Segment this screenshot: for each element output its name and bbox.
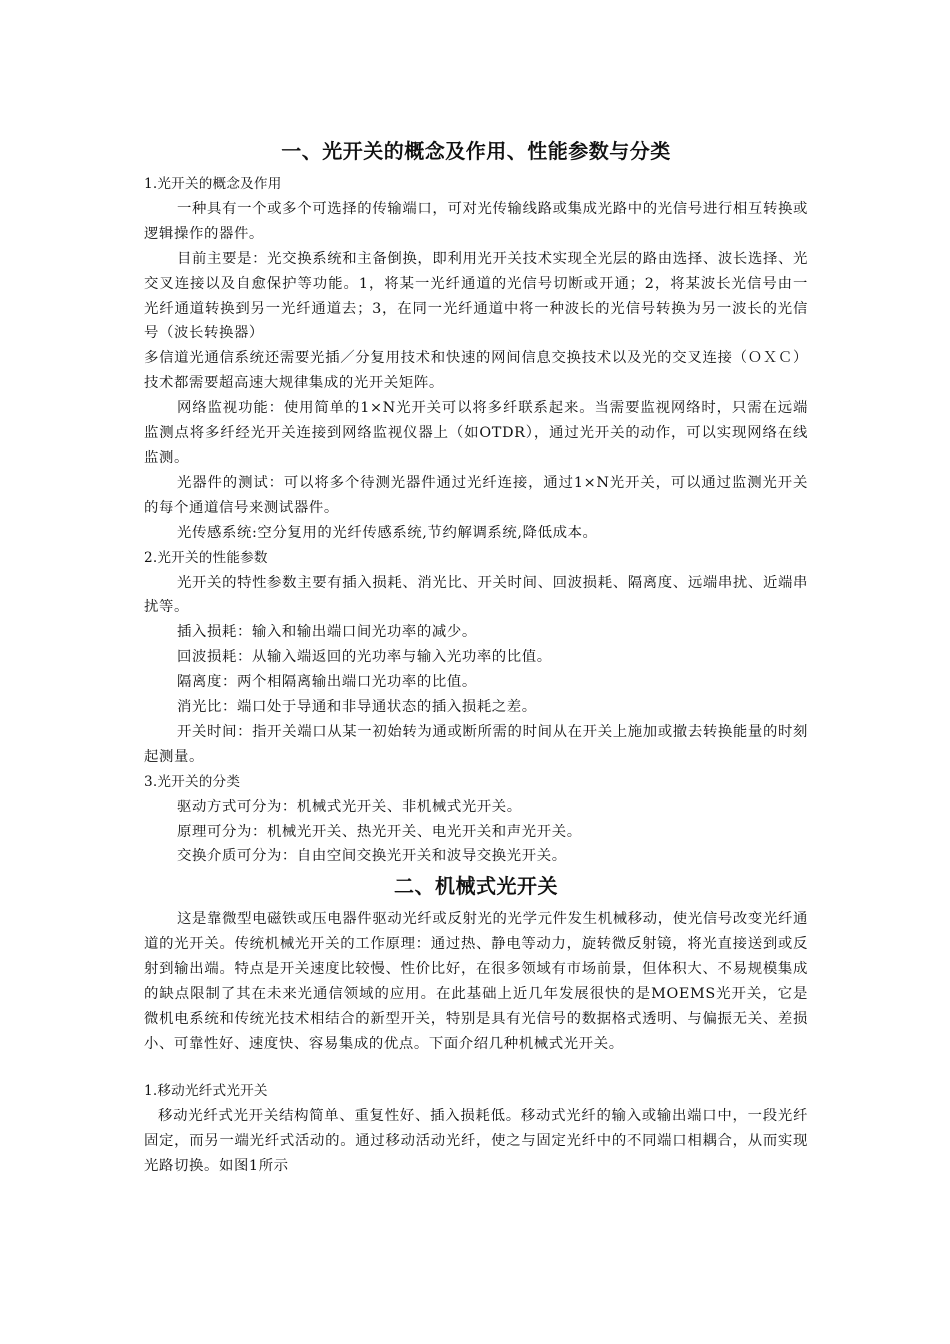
section2-subheading-1: 1.移动光纤式光开关 <box>144 1082 268 1099</box>
paragraph: 隔离度：两个相隔离输出端口光功率的比值。 <box>177 674 477 691</box>
paragraph: 光传感系统:空分复用的光纤传感系统,节约解调系统,降低成本。 <box>177 524 598 541</box>
paragraph: 多信道光通信系统还需要光插／分复用技术和快速的网间信息交换技术以及光的交叉连接（ＯＸＣ）技术都需要超高速大规律集成的光开关矩阵。 <box>144 350 808 392</box>
paragraph: 网络监视功能：使用简单的1×N光开关可以将多纤联系起来。当需要监视网络时，只需在远端监测点将多纤经光开关连接到网络监视仪器上（如OTDR），通过光开关的动作，可以实现网络在线监测。 <box>144 400 808 466</box>
paragraph: 原理可分为：机械光开关、热光开关、电光开关和声光开关。 <box>177 823 582 840</box>
paragraph: 交换介质可分为：自由空间交换光开关和波导交换光开关。 <box>177 848 567 865</box>
paragraph: 一种具有一个或多个可选择的传输端口，可对光传输线路或集成光路中的光信号进行相互转换或逻辑操作的器件。 <box>144 200 808 242</box>
paragraph: 消光比：端口处于导通和非导通状态的插入损耗之差。 <box>177 699 537 716</box>
paragraph: 光开关的特性参数主要有插入损耗、消光比、开关时间、回波损耗、隔离度、远端串扰、近端串扰等。 <box>144 574 808 616</box>
paragraph: 回波损耗：从输入端返回的光功率与输入光功率的比值。 <box>177 649 552 666</box>
paragraph: 插入损耗：输入和输出端口间光功率的减少。 <box>177 624 477 641</box>
section2-title: 二、机械式光开关 <box>394 874 558 899</box>
paragraph: 目前主要是：光交换系统和主备倒换，即利用光开关技术实现全光层的路由选择、波长选择、光交叉连接以及自愈保护等功能。1，将某一光纤通道的光信号切断或开通；2，将某波长光信号由一光纤通道转换到另一光纤通道去；3，在同一光纤通道中将一种波长的光信号转换为另一波长的光信号（波长转换器） <box>144 250 808 342</box>
section1-subheading-1: 1.光开关的概念及作用 <box>144 176 282 192</box>
paragraph: 开关时间：指开关端口从某一初始转为通或断所需的时间从在开关上施加或撤去转换能量的时刻起测量。 <box>144 723 808 765</box>
paragraph: 移动光纤式光开关结构简单、重复性好、插入损耗低。移动式光纤的输入或输出端口中，一段光纤固定，而另一端光纤式活动的。通过移动活动光纤，使之与固定光纤中的不同端口相耦合，从而实现光路切换。如图1所示 <box>144 1107 808 1174</box>
document-page <box>144 136 808 1178</box>
section1-title: 一、光开关的概念及作用、性能参数与分类 <box>281 139 671 163</box>
paragraph: 驱动方式可分为：机械式光开关、非机械式光开关。 <box>177 798 522 815</box>
paragraph: 这是靠微型电磁铁或压电器件驱动光纤或反射光的光学元件发生机械移动，使光信号改变光纤通道的光开关。传统机械光开关的工作原理：通过热、静电等动力，旋转微反射镜，将光直接送到或反射到输出端。特点是开关速度比较慢、性价比好，在很多领域有市场前景，但体积大、不易规模集成的缺点限制了其在未来光通信领域的应用。在此基础上近几年发展很快的是MOEMS光开关，它是微机电系统和传统光技术相结合的新型开关，特别是具有光信号的数据格式透明、与偏振无关、差损小、可靠性好、速度快、容易集成的优点。下面介绍几种机械式光开关。 <box>144 911 808 1052</box>
section1-subheading-3: 3.光开关的分类 <box>144 773 241 790</box>
spacer <box>144 1057 808 1079</box>
paragraph: 光器件的测试：可以将多个待测光器件通过光纤连接，通过1×N光开关，可以通过监测光开关的每个通道信号来测试器件。 <box>144 474 808 516</box>
section1-subheading-2: 2.光开关的性能参数 <box>144 549 268 566</box>
